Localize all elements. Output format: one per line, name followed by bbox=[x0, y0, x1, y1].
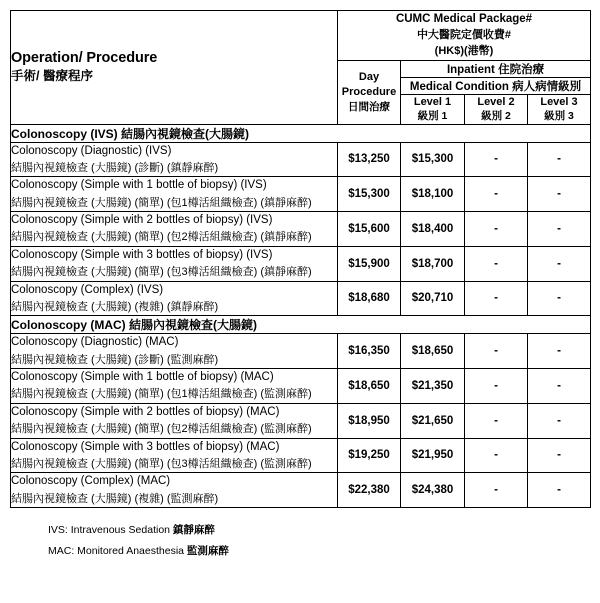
procedure-name-en: Colonoscopy (Simple with 3 bottles of biopsy) (IVS) bbox=[11, 248, 273, 261]
level-1-price: $21,650 bbox=[401, 403, 465, 438]
procedure-name-cell bbox=[11, 369, 338, 404]
day-procedure-label-en: Day Procedure bbox=[341, 71, 397, 98]
level-2-price: - bbox=[465, 246, 528, 281]
level-2-price: - bbox=[465, 438, 528, 473]
procedure-name-zh: 結腸內視鏡檢查 (大腸鏡) (診斷) (鎮靜麻醉) bbox=[11, 161, 219, 174]
table-row bbox=[11, 281, 591, 316]
footnote-translation-zh: 監測麻醉 bbox=[186, 544, 229, 557]
table-row bbox=[11, 212, 591, 247]
level-2-price: - bbox=[465, 369, 528, 404]
table-row bbox=[11, 473, 591, 508]
procedure-name-en: Colonoscopy (Simple with 3 bottles of biopsy) (MAC) bbox=[11, 440, 280, 453]
procedure-name-en: Colonoscopy (Complex) (IVS) bbox=[11, 283, 164, 296]
level-3-price: - bbox=[528, 142, 591, 177]
level-3-label-zh: 級別 3 bbox=[544, 110, 574, 123]
section-header-row bbox=[11, 124, 591, 142]
procedure-name-en: Colonoscopy (Simple with 2 bottles of biopsy) (MAC) bbox=[11, 405, 280, 418]
header-row-1 bbox=[11, 11, 591, 61]
inpatient-header: Inpatient 住院治療 bbox=[401, 60, 591, 77]
level-3-price: - bbox=[528, 334, 591, 369]
procedure-name-en: Colonoscopy (Complex) (MAC) bbox=[11, 475, 171, 488]
procedure-name-zh: 結腸內視鏡檢查 (大腸鏡) (簡單) (包2樽活組織檢查) (鎮靜麻醉) bbox=[11, 231, 312, 244]
procedure-name-en: Colonoscopy (Diagnostic) (IVS) bbox=[11, 144, 172, 157]
level-1-price: $18,100 bbox=[401, 177, 465, 212]
level-1-label-en: Level 1 bbox=[413, 95, 452, 108]
procedure-name-cell bbox=[11, 334, 338, 369]
procedure-name-zh: 結腸內視鏡檢查 (大腸鏡) (複雜) (監測麻醉) bbox=[11, 492, 219, 505]
package-title-en: CUMC Medical Package# bbox=[395, 13, 533, 25]
level-1-price: $20,710 bbox=[401, 281, 465, 316]
table-row bbox=[11, 177, 591, 212]
section-header-row bbox=[11, 316, 591, 334]
footnote-item bbox=[48, 520, 590, 540]
level-2-price: - bbox=[465, 212, 528, 247]
level-1-price: $24,380 bbox=[401, 473, 465, 508]
footnote-translation-zh: 鎮靜麻醉 bbox=[172, 524, 215, 537]
day-procedure-label-zh: 日間治療 bbox=[348, 100, 390, 113]
procedure-name-en: Colonoscopy (Diagnostic) (MAC) bbox=[11, 336, 179, 349]
procedure-name-cell bbox=[11, 212, 338, 247]
footnote-abbreviation: IVS: Intravenous Sedation bbox=[48, 524, 173, 537]
level-2-price: - bbox=[465, 177, 528, 212]
table-header bbox=[11, 11, 591, 125]
medical-condition-header: Medical Condition 病人病情級別 bbox=[401, 77, 591, 94]
level-1-price: $21,950 bbox=[401, 438, 465, 473]
level-3-price: - bbox=[528, 246, 591, 281]
level-1-price: $18,700 bbox=[401, 246, 465, 281]
footnote-item bbox=[48, 541, 590, 561]
level-2-price: - bbox=[465, 334, 528, 369]
procedure-name-zh: 結腸內視鏡檢查 (大腸鏡) (簡單) (包1樽活組織檢查) (鎮靜麻醉) bbox=[11, 196, 312, 209]
level-3-price: - bbox=[528, 438, 591, 473]
level-1-price: $18,400 bbox=[401, 212, 465, 247]
level-1-price: $15,300 bbox=[401, 142, 465, 177]
footnote-abbreviation: MAC: Monitored Anaesthesia bbox=[48, 544, 187, 557]
table-row bbox=[11, 246, 591, 281]
section-title: Colonoscopy (IVS) 結腸內視鏡檢查(大腸鏡) bbox=[11, 124, 591, 142]
table-row bbox=[11, 403, 591, 438]
procedure-name-zh: 結腸內視鏡檢查 (大腸鏡) (複雜) (鎮靜麻醉) bbox=[11, 300, 219, 313]
day-procedure-price: $15,300 bbox=[338, 177, 401, 212]
package-currency: (HK$)(港幣) bbox=[434, 44, 494, 57]
day-procedure-price: $15,900 bbox=[338, 246, 401, 281]
procedure-name-cell bbox=[11, 438, 338, 473]
day-procedure-price: $15,600 bbox=[338, 212, 401, 247]
operation-procedure-label-en: Operation/ Procedure bbox=[11, 49, 158, 66]
level-3-header bbox=[528, 94, 591, 124]
level-3-price: - bbox=[528, 212, 591, 247]
procedure-name-cell bbox=[11, 473, 338, 508]
procedure-name-cell bbox=[11, 281, 338, 316]
procedure-name-zh: 結腸內視鏡檢查 (大腸鏡) (簡單) (包1樽活組織檢查) (監測麻醉) bbox=[11, 388, 312, 401]
procedure-name-zh: 結腸內視鏡檢查 (大腸鏡) (簡單) (包2樽活組織檢查) (監測麻醉) bbox=[11, 423, 312, 436]
day-procedure-price: $18,650 bbox=[338, 369, 401, 404]
level-1-label-zh: 級別 1 bbox=[417, 110, 448, 123]
procedure-name-cell bbox=[11, 177, 338, 212]
day-procedure-header bbox=[338, 60, 401, 124]
procedure-name-en: Colonoscopy (Simple with 1 bottle of biopsy) (IVS) bbox=[11, 179, 267, 192]
operation-procedure-header bbox=[11, 11, 338, 125]
level-2-price: - bbox=[465, 281, 528, 316]
procedure-name-cell bbox=[11, 246, 338, 281]
level-3-price: - bbox=[528, 403, 591, 438]
cumc-medical-package-header bbox=[338, 11, 591, 61]
procedure-name-cell bbox=[11, 142, 338, 177]
level-3-price: - bbox=[528, 473, 591, 508]
level-2-header bbox=[465, 94, 528, 124]
procedure-name-zh: 結腸內視鏡檢查 (大腸鏡) (簡單) (包3樽活組織檢查) (鎮靜麻醉) bbox=[11, 266, 312, 279]
procedure-name-cell bbox=[11, 403, 338, 438]
day-procedure-price: $13,250 bbox=[338, 142, 401, 177]
level-3-price: - bbox=[528, 281, 591, 316]
day-procedure-price: $16,350 bbox=[338, 334, 401, 369]
day-procedure-price: $18,950 bbox=[338, 403, 401, 438]
level-3-price: - bbox=[528, 369, 591, 404]
day-procedure-price: $19,250 bbox=[338, 438, 401, 473]
level-2-label-zh: 級別 2 bbox=[481, 110, 511, 123]
level-3-label-en: Level 3 bbox=[540, 95, 578, 108]
level-2-price: - bbox=[465, 142, 528, 177]
operation-procedure-label-zh: 手術/ 醫療程序 bbox=[11, 69, 93, 84]
day-procedure-price: $22,380 bbox=[338, 473, 401, 508]
procedure-name-zh: 結腸內視鏡檢查 (大腸鏡) (診斷) (監測麻醉) bbox=[11, 353, 219, 366]
level-2-price: - bbox=[465, 473, 528, 508]
footnotes bbox=[48, 520, 590, 561]
procedure-name-zh: 結腸內視鏡檢查 (大腸鏡) (簡單) (包3樽活組織檢查) (監測麻醉) bbox=[11, 457, 312, 470]
table-row bbox=[11, 334, 591, 369]
level-1-price: $21,350 bbox=[401, 369, 465, 404]
day-procedure-price: $18,680 bbox=[338, 281, 401, 316]
level-2-label-en: Level 2 bbox=[477, 95, 515, 108]
level-1-price: $18,650 bbox=[401, 334, 465, 369]
level-3-price: - bbox=[528, 177, 591, 212]
section-title: Colonoscopy (MAC) 結腸內視鏡檢查(大腸鏡) bbox=[11, 316, 591, 334]
procedure-name-en: Colonoscopy (Simple with 1 bottle of biopsy) (MAC) bbox=[11, 371, 274, 384]
level-2-price: - bbox=[465, 403, 528, 438]
package-title-zh: 中大醫院定價收費# bbox=[416, 28, 512, 41]
procedure-name-en: Colonoscopy (Simple with 2 bottles of biopsy) (IVS) bbox=[11, 214, 273, 227]
table-row bbox=[11, 369, 591, 404]
table-row bbox=[11, 438, 591, 473]
table-row bbox=[11, 142, 591, 177]
level-1-header bbox=[401, 94, 465, 124]
medical-package-price-table bbox=[10, 10, 591, 508]
table-body bbox=[11, 124, 591, 508]
